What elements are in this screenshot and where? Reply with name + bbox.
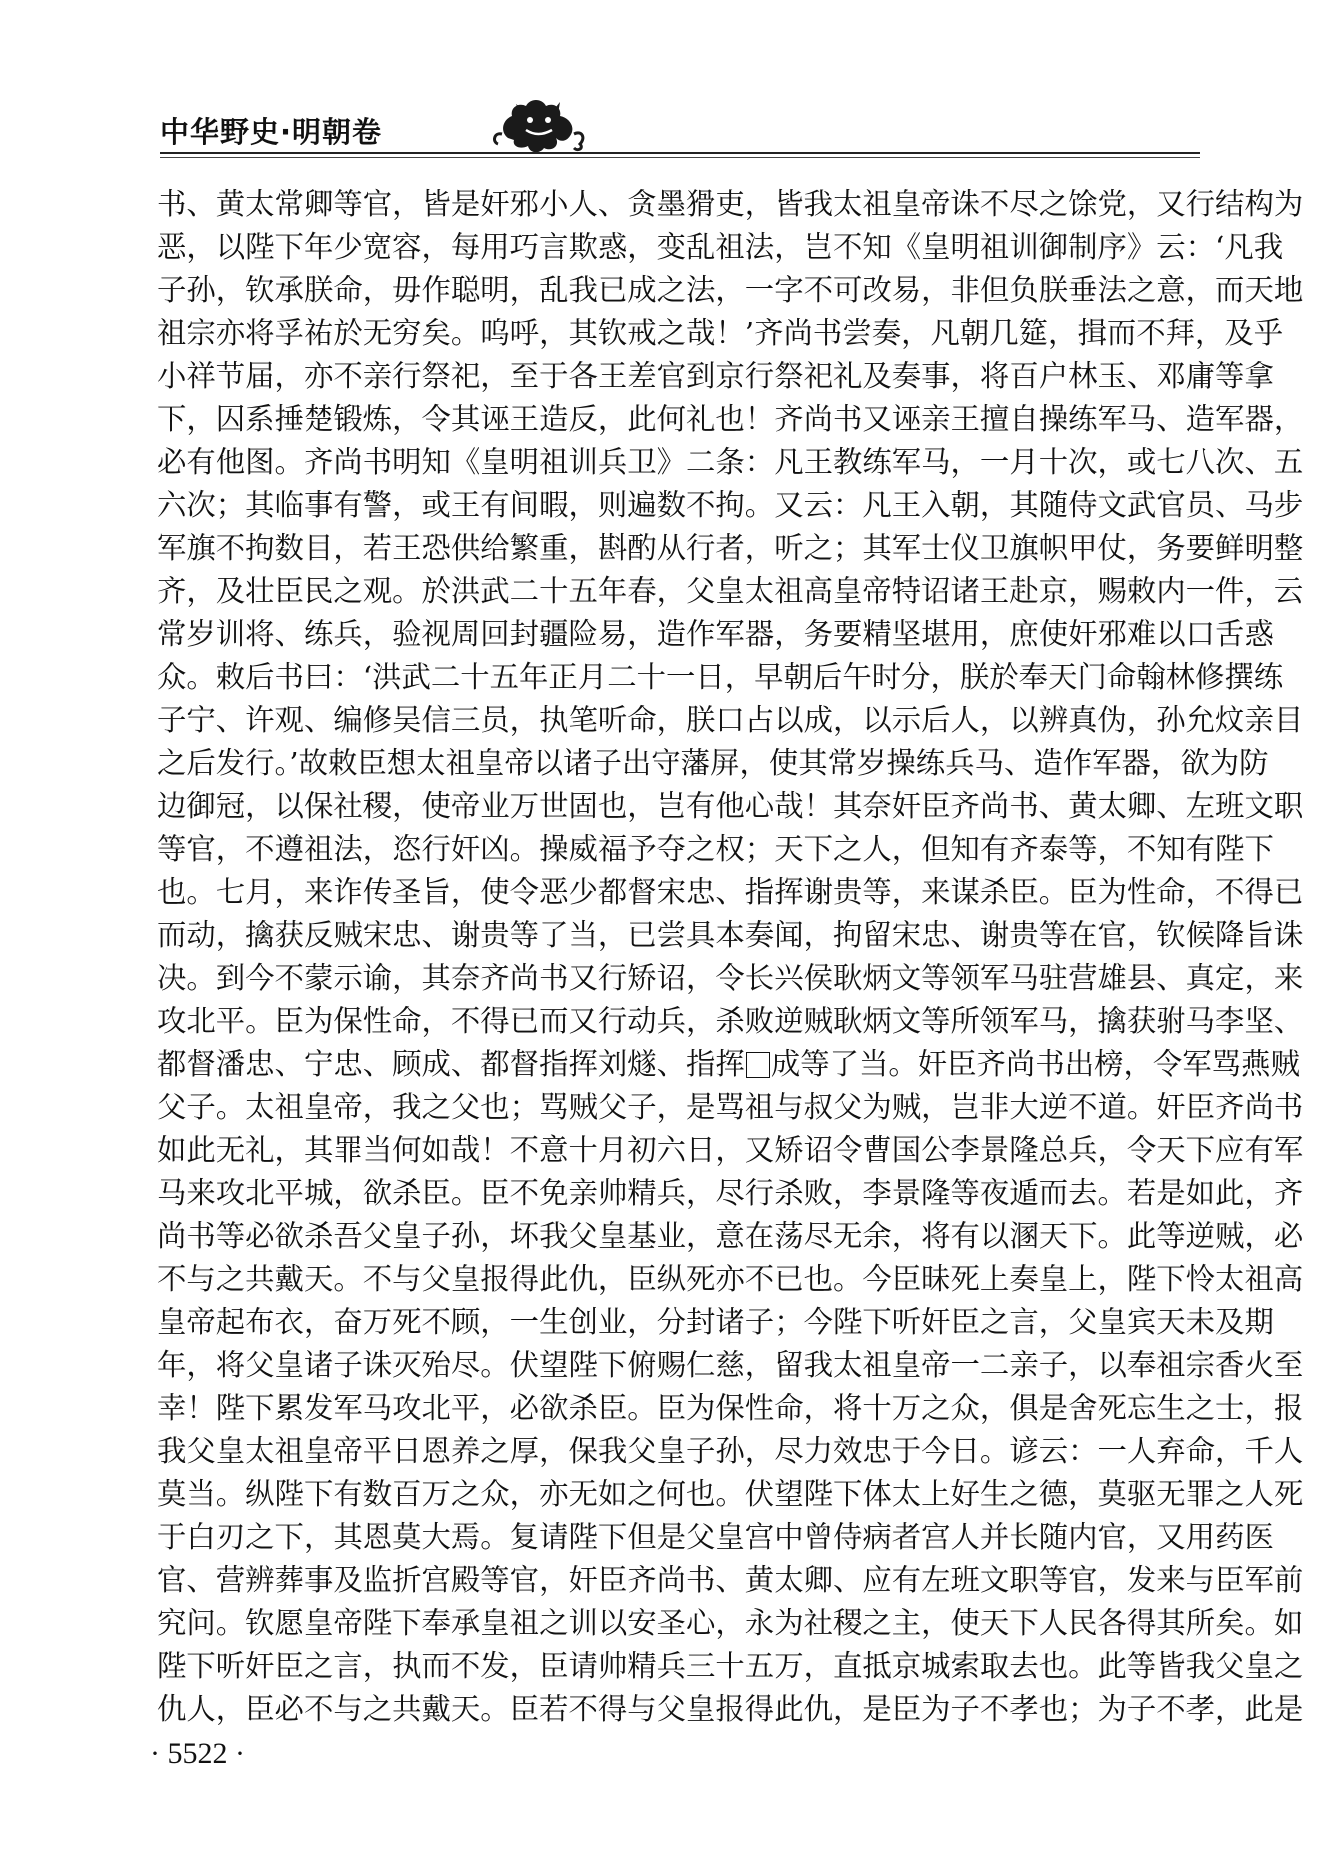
book-title: 中华野史·明朝卷 bbox=[160, 115, 383, 149]
text-line: 陛下听奸臣之言，执而不发，臣请帅精兵三十五万，直抵京城索取去也。此等皆我父皇之 bbox=[157, 1649, 1304, 1683]
dragon-emblem-icon bbox=[490, 94, 590, 156]
text-line: 常岁训将、练兵，验视周回封疆险易，造作军器，务要精坚堪用，庶使奸邪难以口舌惑 bbox=[157, 617, 1274, 651]
main-text bbox=[157, 183, 1304, 1731]
text-line: 之后发行。’故敕臣想太祖皇帝以诸子出守藩屏，使其常岁操练兵马、造作军器，欲为防 bbox=[157, 746, 1269, 780]
text-line: 等官，不遵祖法，恣行奸凶。操威福予夺之权；天下之人，但知有齐泰等，不知有陛下 bbox=[157, 832, 1274, 866]
text-line: 众。敕后书曰：‘洪武二十五年正月二十一日，早朝后午时分，朕於奉天门命翰林修撰练 bbox=[157, 660, 1284, 694]
text-line: 六次；其临事有警，或王有间暇，则遍数不拘。又云：凡王入朝，其随侍文武官员、马步 bbox=[157, 488, 1304, 522]
text-line: 书、黄太常卿等官，皆是奸邪小人、贪墨猾吏，皆我太祖皇帝诛不尽之馀党，又行结构为 bbox=[157, 187, 1304, 221]
text-line: 不与之共戴天。不与父皇报得此仇，臣纵死亦不已也。今臣昧死上奏皇上，陛下怜太祖高 bbox=[157, 1262, 1304, 1296]
text-line bbox=[157, 1043, 1300, 1086]
text-line: 决。到今不蒙示谕，其奈齐尚书又行矫诏，令长兴侯耿炳文等领军马驻营雄县、真定，来 bbox=[157, 961, 1304, 995]
text-segment: 成等了当。奸臣齐尚书出榜，令军骂燕贼 bbox=[770, 1047, 1300, 1081]
text-line: 官、营辨葬事及监折宫殿等官，奸臣齐尚书、黄太卿、应有左班文职等官，发来与臣军前 bbox=[157, 1563, 1304, 1597]
text-line: 莫当。纵陛下有数百万之众，亦无如之何也。伏望陛下体太上好生之德，莫驱无罪之人死 bbox=[157, 1477, 1304, 1511]
text-line: 我父皇太祖皇帝平日恩养之厚，保我父皇子孙，尽力效忠于今日。谚云：一人弃命，千人 bbox=[157, 1434, 1304, 1468]
text-line: 皇帝起布衣，奋万死不顾，一生创业，分封诸子；今陛下听奸臣之言，父皇宾天未及期 bbox=[157, 1305, 1274, 1339]
text-line: 齐，及壮臣民之观。於洪武二十五年春，父皇太祖高皇帝特诏诸王赴京，赐敕内一件，云 bbox=[157, 574, 1304, 608]
text-line: 子孙，钦承朕命，毋作聪明，乱我已成之法，一字不可改易，非但负朕垂法之意，而天地 bbox=[157, 273, 1304, 307]
text-line: 祖宗亦将孚祐於无穷矣。呜呼，其钦戒之哉！’齐尚书尝奏，凡朝几筵，揖而不拜，及乎 bbox=[157, 316, 1284, 350]
text-line: 恶，以陛下年少宽容，每用巧言欺惑，变乱祖法，岂不知《皇明祖训御制序》云：‘凡我 bbox=[157, 230, 1284, 264]
text-line: 尚书等必欲杀吾父皇子孙，坏我父皇基业，意在荡尽无余，将有以溷天下。此等逆贼，必 bbox=[157, 1219, 1304, 1253]
page-number: · 5522 · bbox=[150, 1737, 245, 1770]
text-line: 军旗不拘数目，若王恐供给繁重，斟酌从行者，听之；其军士仪卫旗帜甲仗，务要鲜明整 bbox=[157, 531, 1304, 565]
text-line: 究问。钦愿皇帝陛下奉承皇祖之训以安圣心，永为社稷之主，使天下人民各得其所矣。如 bbox=[157, 1606, 1304, 1640]
text-line: 小祥节届，亦不亲行祭祀，至于各王差官到京行祭祀礼及奏事，将百户林玉、邓庸等拿 bbox=[157, 359, 1274, 393]
text-line: 如此无礼，其罪当何如哉！不意十月初六日，又矫诏令曹国公李景隆总兵，令天下应有军 bbox=[157, 1133, 1304, 1167]
text-line: 必有他图。齐尚书明知《皇明祖训兵卫》二条：凡王教练军马，一月十次，或七八次、五 bbox=[157, 445, 1304, 479]
text-line: 仇人，臣必不与之共戴天。臣若不得与父皇报得此仇，是臣为子不孝也；为子不孝，此是 bbox=[157, 1692, 1304, 1726]
text-line: 幸！陛下累发军马攻北平，必欲杀臣。臣为保性命，将十万之众，俱是舍死忘生之士，报 bbox=[157, 1391, 1304, 1425]
text-line: 父子。太祖皇帝，我之父也；骂贼父子，是骂祖与叔父为贼，岂非大逆不道。奸臣齐尚书 bbox=[157, 1090, 1304, 1124]
text-line: 于白刃之下，其恩莫大焉。复请陛下但是父皇宫中曾侍病者宫人并长随内官，又用药医 bbox=[157, 1520, 1274, 1554]
text-line: 边御冠，以保社稷，使帝业万世固也，岂有他心哉！其奈奸臣齐尚书、黄太卿、左班文职 bbox=[157, 789, 1304, 823]
text-line: 也。七月，来诈传圣旨，使令恶少都督宋忠、指挥谢贵等，来谋杀臣。臣为性命，不得已 bbox=[157, 875, 1304, 909]
text-line: 而动，擒获反贼宋忠、谢贵等了当，已尝具本奏闻，拘留宋忠、谢贵等在官，钦候降旨诛 bbox=[157, 918, 1304, 952]
text-segment: 都督潘忠、宁忠、顾成、都督指挥刘燧、指挥 bbox=[157, 1047, 745, 1081]
running-header bbox=[160, 98, 1200, 168]
text-line: 子宁、许观、编修吴信三员，执笔听命，朕口占以成，以示后人，以辨真伪，孙允炆亲目 bbox=[157, 703, 1304, 737]
header-rule-thin bbox=[160, 157, 1200, 158]
text-line: 下，囚系捶楚锻炼，令其诬王造反，此何礼也！齐尚书又诬亲王擅自操练军马、造军器， bbox=[157, 402, 1304, 436]
header-rule bbox=[160, 152, 1200, 154]
text-line: 攻北平。臣为保性命，不得已而又行动兵，杀败逆贼耿炳文等所领军马，擒获驸马李坚、 bbox=[157, 1004, 1304, 1038]
text-line: 马来攻北平城，欲杀臣。臣不免亲帅精兵，尽行杀败，李景隆等夜遁而去。若是如此，齐 bbox=[157, 1176, 1304, 1210]
text-line: 年，将父皇诸子诛灭殆尽。伏望陛下俯赐仁慈，留我太祖皇帝一二亲子，以奉祖宗香火至 bbox=[157, 1348, 1304, 1382]
missing-character-box bbox=[746, 1052, 770, 1078]
